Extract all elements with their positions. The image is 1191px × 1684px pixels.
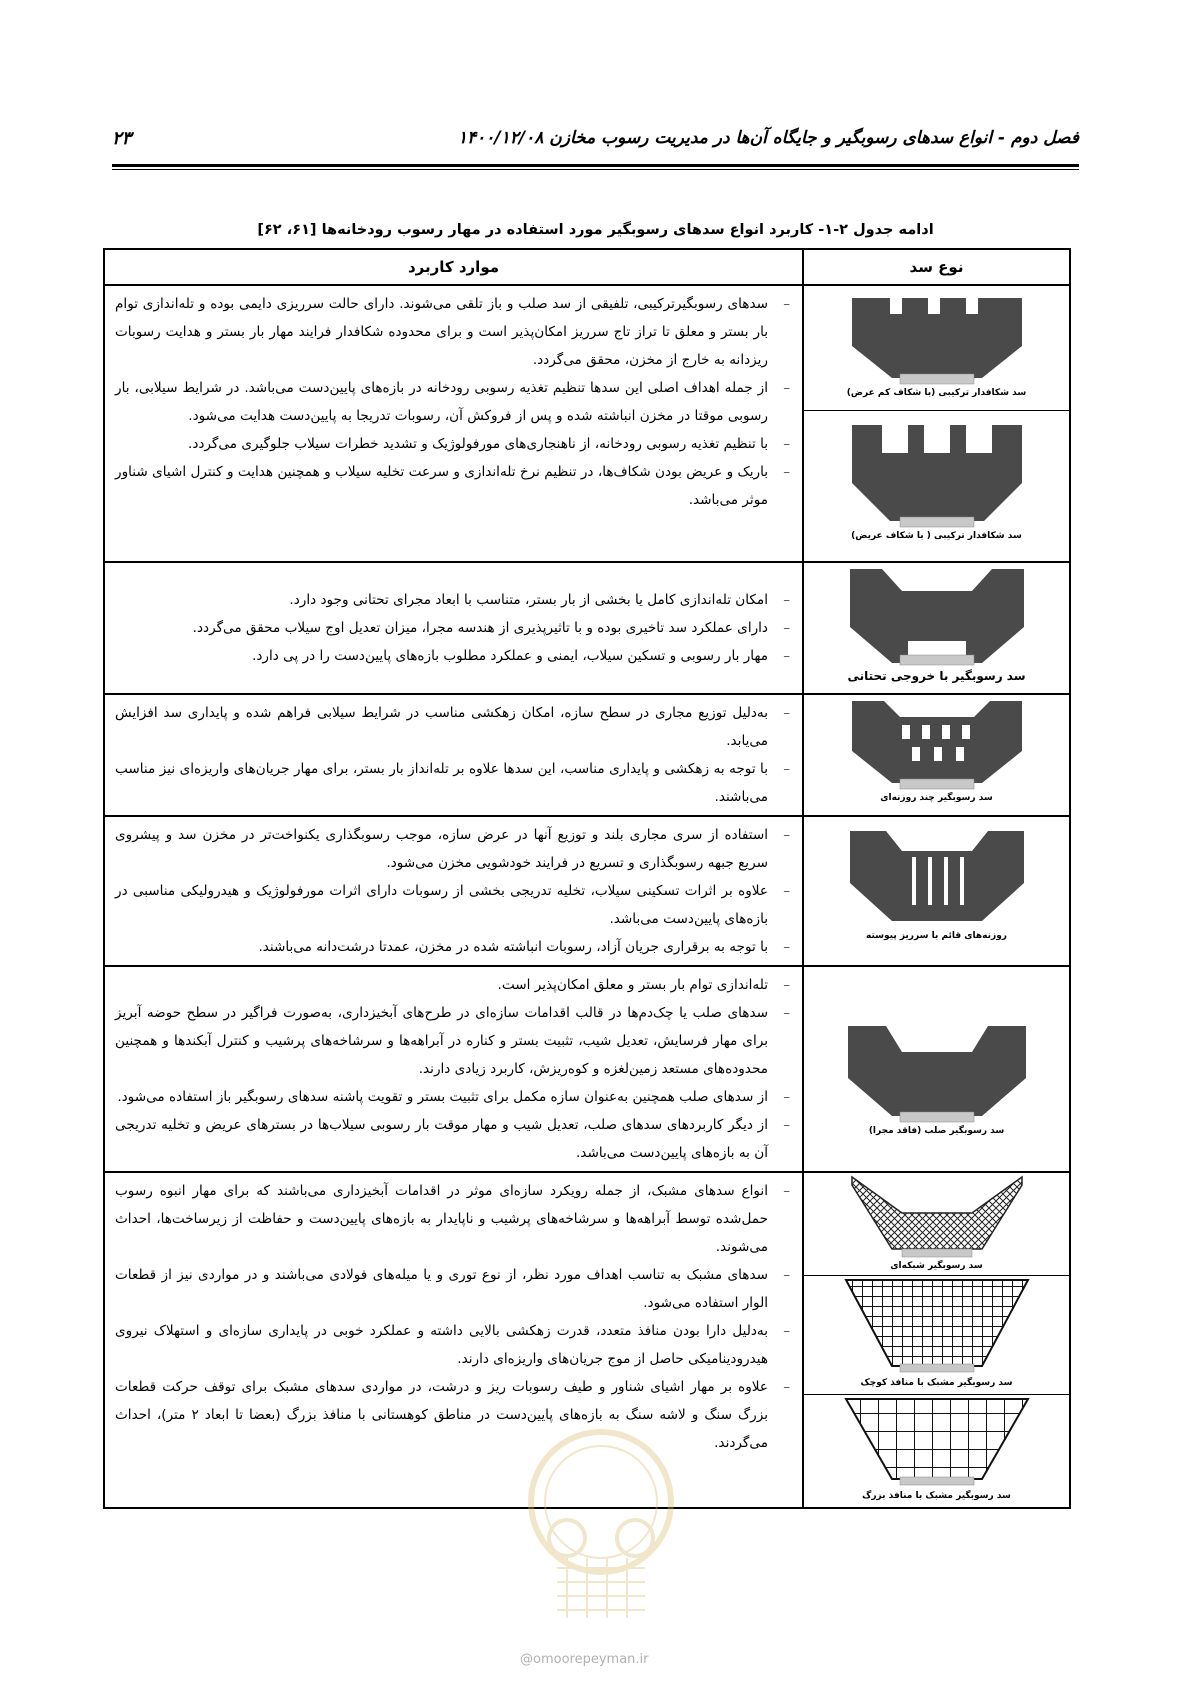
- list-item: – از سدهای صلب همچنین به‌عنوان سازه مکمل برای تثبیت بستر و تقویت پاشنه سدهای رسوبگیر باز استفاده می‌شود.: [115, 1083, 794, 1111]
- figure-label: سد رسوبگیر مشبک با منافذ بزرگ: [862, 1491, 1011, 1501]
- list-item: – امکان تله‌اندازی کامل یا بخشی از بار بستر، متناسب با ابعاد مجرای تحتانی وجود دارد.: [115, 586, 794, 614]
- uses-cell: [104, 562, 803, 694]
- wide-slit-dam-icon: [842, 411, 1032, 529]
- list-item: – مهار بار رسوبی و تسکین سیلاب، ایمنی و عملکرد مطلوب بازه‌های پایین‌دست را در پی دارد.: [115, 642, 794, 670]
- uses-cell: [104, 966, 803, 1172]
- figure-label: سد رسوبگیر با خروجی تحتانی: [847, 669, 1026, 683]
- table-row: [104, 694, 1070, 816]
- dam-figure: [804, 1173, 1069, 1276]
- dam-types-table: [103, 248, 1071, 1509]
- dam-type-cell: [803, 1172, 1070, 1508]
- table-header-row: [104, 249, 1070, 285]
- header-rule-thin: [112, 169, 1079, 170]
- figure-label: سد رسوبگیر مشبک با منافذ کوچک: [860, 1378, 1013, 1388]
- table-row: [104, 285, 1070, 562]
- uses-cell: [104, 694, 803, 816]
- table-row: [104, 562, 1070, 694]
- uses-cell: [104, 816, 803, 966]
- figure-label: سد رسوبگیر چند روزنه‌ای: [880, 793, 993, 803]
- column-header-uses: موارد کاربرد: [104, 249, 803, 285]
- dam-figure: [804, 1276, 1069, 1395]
- list-item: – سدهای رسوبگیرترکیبی، تلفیقی از سد صلب و باز تلقی می‌شوند. دارای حالت سرریزی دایمی بوده و تله‌اندازی توام بار بستر و معلق تا تراز تاج سرریز امکان‌پذیر است و برای محدوده شکافدار فرایند مهار بار بستر و هدایت رسوبات ریزدانه به خارج از مخزن، محقق می‌گردد.: [115, 290, 794, 374]
- chapter-title: فصل دوم - انواع سدهای رسوبگیر و جایگاه آن‌ها در مدیریت رسوب مخازن ۱۴۰۰/۱۲/۰۸: [457, 128, 1079, 148]
- dam-figure: [804, 1395, 1069, 1507]
- dam-type-cell: [803, 285, 1070, 562]
- vertical-orifice-dam-icon: [842, 817, 1032, 929]
- column-header-type: نوع سد: [803, 249, 1070, 285]
- list-item: – باریک و عریض بودن شکاف‌ها، در تنظیم نرخ تله‌اندازی و سرعت تخلیه سیلاب و همچنین هدایت و کنترل اشیای شناور موثر می‌باشد.: [115, 458, 794, 514]
- list-item: – دارای عملکرد سد تاخیری بوده و با تاثیرپذیری از هندسه مجرا، میزان تعدیل اوج سیلاب محقق می‌گردد.: [115, 614, 794, 642]
- header-rule-thick: [112, 164, 1079, 167]
- list-item: – به‌دلیل توزیع مجاری در سطح سازه، امکان زهکشی مناسب در شرایط سیلابی فراهم شده و پایداری سد افزایش می‌یابد.: [115, 699, 794, 755]
- table-row: [104, 966, 1070, 1172]
- watermark-logo-icon: [517, 1418, 685, 1628]
- page-number: ۲۳: [112, 128, 132, 149]
- figure-label: روزنه‌های قائم با سرریز پیوسته: [866, 931, 1007, 941]
- figure-label: سد شکافدار ترکیبی ( با شکاف عریض): [851, 531, 1022, 541]
- list-item: – به‌دلیل دارا بودن منافذ متعدد، قدرت زهکشی بالایی داشته و عملکرد خوبی در پایداری سازه‌ای و استهلاک نیروی هیدرودینامیکی حاصل از موج جریان‌های واریزه‌ای دارند.: [115, 1317, 794, 1373]
- list-item: – از دیگر کاربردهای سدهای صلب، تعدیل شیب و مهار موقت بار رسوبی سیلاب‌ها در بسترهای عریض و تخلیه تدریجی آن به بازه‌های پایین‌دست می‌باشد.: [115, 1111, 794, 1167]
- list-item: – علاوه بر مهار اشیای شناور و طیف رسوبات ریز و درشت، در مواردی سدهای مشبک برای توقف حرکت قطعات بزرگ سنگ و لاشه سنگ به بازه‌های پایین‌دست در مناطق کوهستانی با منافذ بزرگ (بعضا تا ابعاد ۲ متر)، احداث می‌گردند.: [115, 1373, 794, 1457]
- figure-label: سد رسوبگیر شبکه‌ای: [890, 1261, 983, 1271]
- list-item: – علاوه بر اثرات تسکینی سیلاب، تخلیه تدریجی بخشی از رسوبات دارای اثرات مورفولوژیک و هیدرولیکی مناسبی در بازه‌های پایین‌دست می‌باشد.: [115, 877, 794, 933]
- small-mesh-dam-icon: [842, 1276, 1032, 1376]
- watermark-url: @omoorepeyman.ir: [520, 1652, 649, 1667]
- dam-type-cell: [803, 694, 1070, 816]
- list-item: – سدهای مشبک به تناسب اهداف مورد نظر، از نوع توری و یا میله‌های فولادی می‌باشند و در مواردی نیز از قطعات الوار استفاده می‌شود.: [115, 1261, 794, 1317]
- dam-figure: [804, 695, 1069, 813]
- list-item: – با تنظیم تغذیه رسوبی رودخانه، از ناهنجاری‌های مورفولوژیک و تشدید خطرات سیلاب جلوگیری می‌گردد.: [115, 430, 794, 458]
- uses-cell: [104, 285, 803, 562]
- net-dam-icon: [842, 1173, 1032, 1259]
- narrow-slit-dam-icon: [842, 286, 1032, 386]
- list-item: – انواع سدهای مشبک، از جمله رویکرد سازه‌ای موثر در اقدامات آبخیزداری می‌باشند که برای مهار انبوه رسوب حمل‌شده توسط آبراهه‌ها و سرشاخه‌های پرشیب و ناپایدار به بازه‌های پایین‌دست و حفاظت از زیرساخت‌ها، احداث می‌شوند.: [115, 1177, 794, 1261]
- dam-type-cell: [803, 966, 1070, 1172]
- figure-label: سد شکافدار ترکیبی (با شکاف کم عرض): [846, 388, 1027, 398]
- list-item: – استفاده از سری مجاری بلند و توزیع آنها در عرض سازه، موجب رسوبگذاری یکنواخت‌تر در مخزن سد و پیشروی سریع جبهه رسوبگذاری و تسریع در فرایند خودشویی مخزن می‌شود.: [115, 821, 794, 877]
- dam-figure: [804, 286, 1069, 411]
- table-caption: ادامه جدول ۲-۱- کاربرد انواع سدهای رسوبگیر مورد استفاده در مهار رسوب رودخانه‌ها [۶۱، ۶۲]: [257, 222, 934, 238]
- figure-label: سد رسوبگیر صلب (فاقد مجرا): [868, 1126, 1005, 1136]
- multi-orifice-dam-icon: [842, 695, 1032, 791]
- dam-type-cell: [803, 562, 1070, 694]
- list-item: – از جمله اهداف اصلی این سدها تنظیم تغذیه رسوبی رودخانه در بازه‌های پایین‌دست می‌باشد. در شرایط سیلابی، بار رسوبی موقتا در مخزن انباشته شده و پس از فروکش آن، رسوبات تدریجا به پایین‌دست هدایت می‌شود.: [115, 374, 794, 430]
- dam-type-cell: [803, 816, 1070, 966]
- uses-cell: [104, 1172, 803, 1508]
- list-item: – با توجه به زهکشی و پایداری مناسب، این سدها علاوه بر تله‌انداز بار بستر، برای مهار جریان‌های واریزه‌ای نیز مناسب می‌باشند.: [115, 755, 794, 811]
- list-item: – سدهای صلب یا چک‌دم‌ها در قالب اقدامات سازه‌ای در طرح‌های آبخیزداری، به‌صورت فراگیر در سطح حوضه آبریز برای مهار فرسایش، تعدیل شیب، تثبیت بستر و کناره در آبراهه‌ها و سرشاخه‌های پرشیب و کنترل آبکندها و همچنین محدوده‌های مستعد زمین‌لغزه و کوه‌ریزش، کاربرد زیادی دارند.: [115, 999, 794, 1083]
- list-item: – با توجه به برقراری جریان آزاد، رسوبات انباشته شده در مخزن، عمدتا درشت‌دانه می‌باشند.: [115, 933, 794, 961]
- rigid-dam-icon: [842, 994, 1032, 1124]
- table-row: [104, 816, 1070, 966]
- page-header: [112, 128, 1079, 162]
- dam-figure: [804, 411, 1069, 561]
- dam-figure: [804, 994, 1069, 1144]
- bottom-outlet-dam-icon: [842, 563, 1032, 667]
- list-item: – تله‌اندازی توام بار بستر و معلق امکان‌پذیر است.: [115, 971, 794, 999]
- dam-figure: [804, 563, 1069, 693]
- large-mesh-dam-icon: [842, 1395, 1032, 1489]
- dam-figure: [804, 817, 1069, 961]
